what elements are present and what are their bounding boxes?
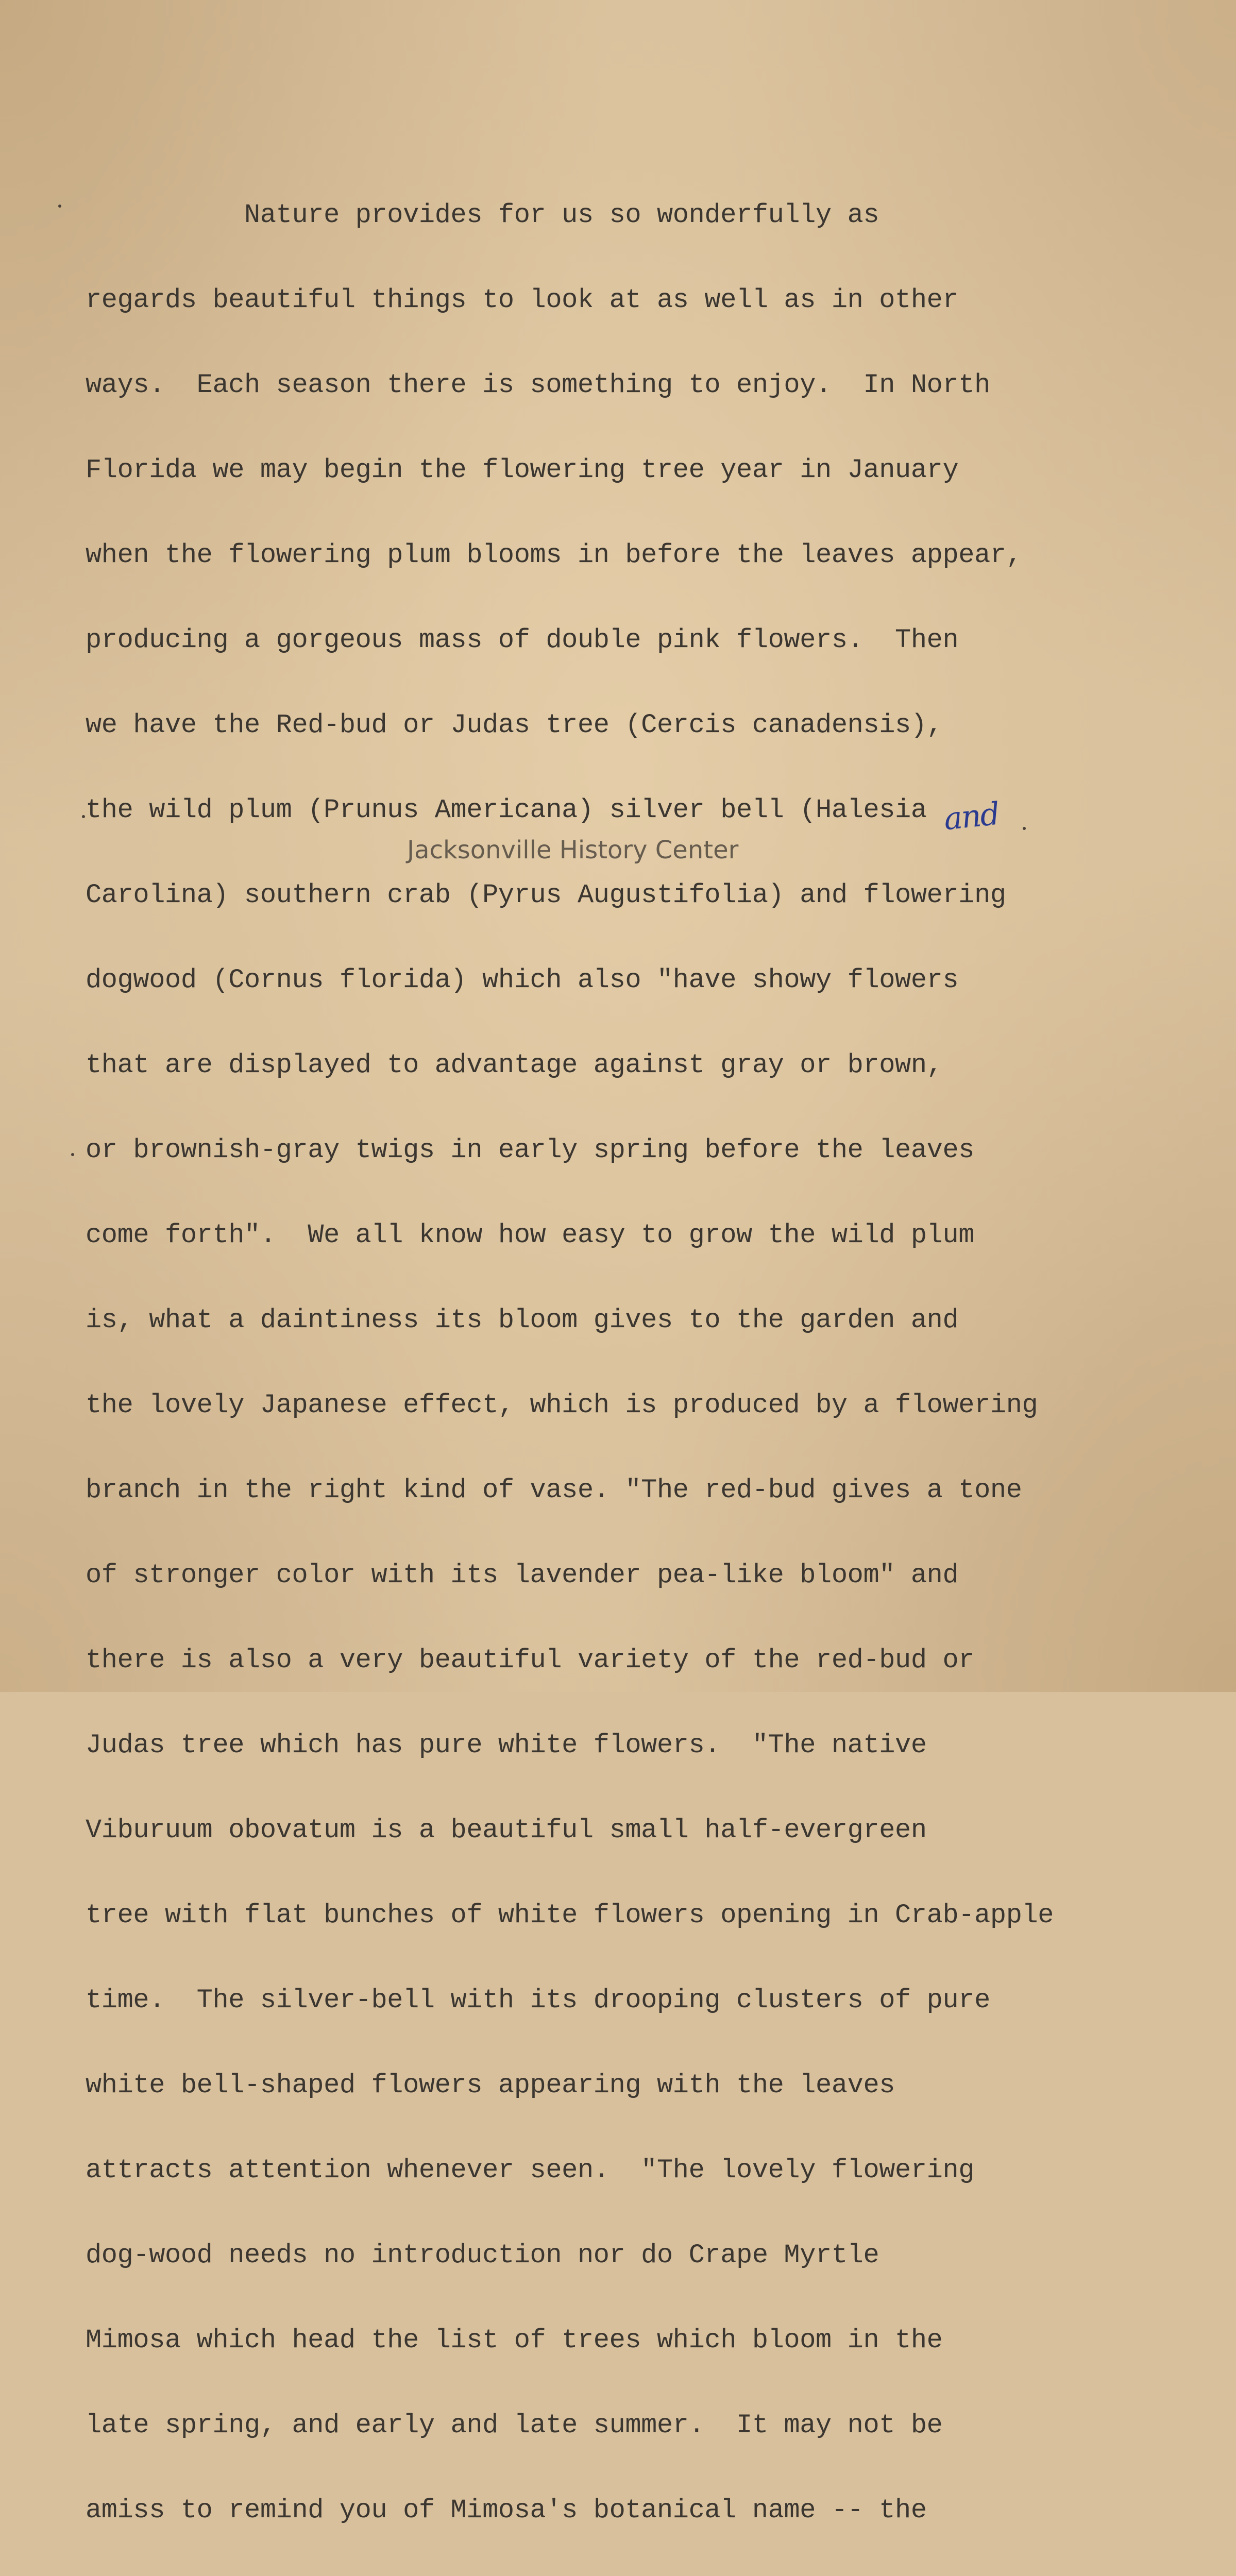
text-line: when the flowering plum blooms in before the leaves appear, xyxy=(86,540,1022,570)
text-line: branch in the right kind of vase. "The red-bud gives a tone xyxy=(86,1475,1022,1505)
text-line: regards beautiful things to look at as well as in other xyxy=(86,285,959,315)
text-line: late spring, and early and late summer. It may not be xyxy=(86,2410,943,2441)
text-line: or brownish-gray twigs in early spring before the leaves xyxy=(86,1135,975,1165)
stray-mark xyxy=(71,1153,74,1156)
text-line: white bell-shaped flowers appearing with the leaves xyxy=(86,2070,895,2100)
watermark: Jacksonville History Center xyxy=(407,836,739,865)
text-line: Carolina) southern crab (Pyrus Augustifolia) and flowering xyxy=(86,880,1006,910)
text-line: dog-wood needs no introduction nor do Crape Myrtle xyxy=(86,2240,879,2270)
text-line: of stronger color with its lavender pea-like bloom" and xyxy=(86,1560,959,1590)
text-line: time. The silver-bell with its drooping clusters of pure xyxy=(86,1985,990,2015)
text-line: attracts attention whenever seen. "The lovely flowering xyxy=(86,2155,975,2185)
handwritten-insert: and xyxy=(942,795,1001,838)
text-line: Florida we may begin the flowering tree year in January xyxy=(86,455,959,485)
text-line: Viburuum obovatum is a beautiful small half-evergreen xyxy=(86,1815,927,1845)
text-line: come forth". We all know how easy to grow the wild plum xyxy=(86,1220,975,1250)
text-line: dogwood (Cornus florida) which also "have showy flowers xyxy=(86,965,959,995)
text-line: we have the Red-bud or Judas tree (Cercis canadensis), xyxy=(86,710,943,740)
stray-mark xyxy=(1023,827,1026,830)
text-line: Nature provides for us so wonderfully as xyxy=(86,200,879,230)
text-line: ways. Each season there is something to enjoy. In North xyxy=(86,370,990,400)
text-line: tree with flat bunches of white flowers opening in Crab-apple xyxy=(86,1900,1054,1930)
text-line: is, what a daintiness its bloom gives to the garden and xyxy=(86,1305,959,1335)
text-line: amiss to remind you of Mimosa's botanical name -- the xyxy=(86,2495,927,2526)
stray-mark xyxy=(58,205,61,208)
text-line: there is also a very beautiful variety of the red-bud or xyxy=(86,1645,975,1675)
stray-mark xyxy=(82,815,85,818)
text-line: producing a gorgeous mass of double pink flowers. Then xyxy=(86,625,959,655)
typed-text-body xyxy=(86,116,1219,2576)
text-line: the lovely Japanese effect, which is produced by a flowering xyxy=(86,1390,1038,1420)
text-line: the wild plum (Prunus Americana) silver bell (Halesia xyxy=(86,795,927,825)
text-line: Judas tree which has pure white flowers. "The native xyxy=(86,1730,927,1760)
text-line: that are displayed to advantage against gray or brown, xyxy=(86,1050,943,1080)
text-line: Mimosa which head the list of trees which bloom in the xyxy=(86,2325,943,2355)
